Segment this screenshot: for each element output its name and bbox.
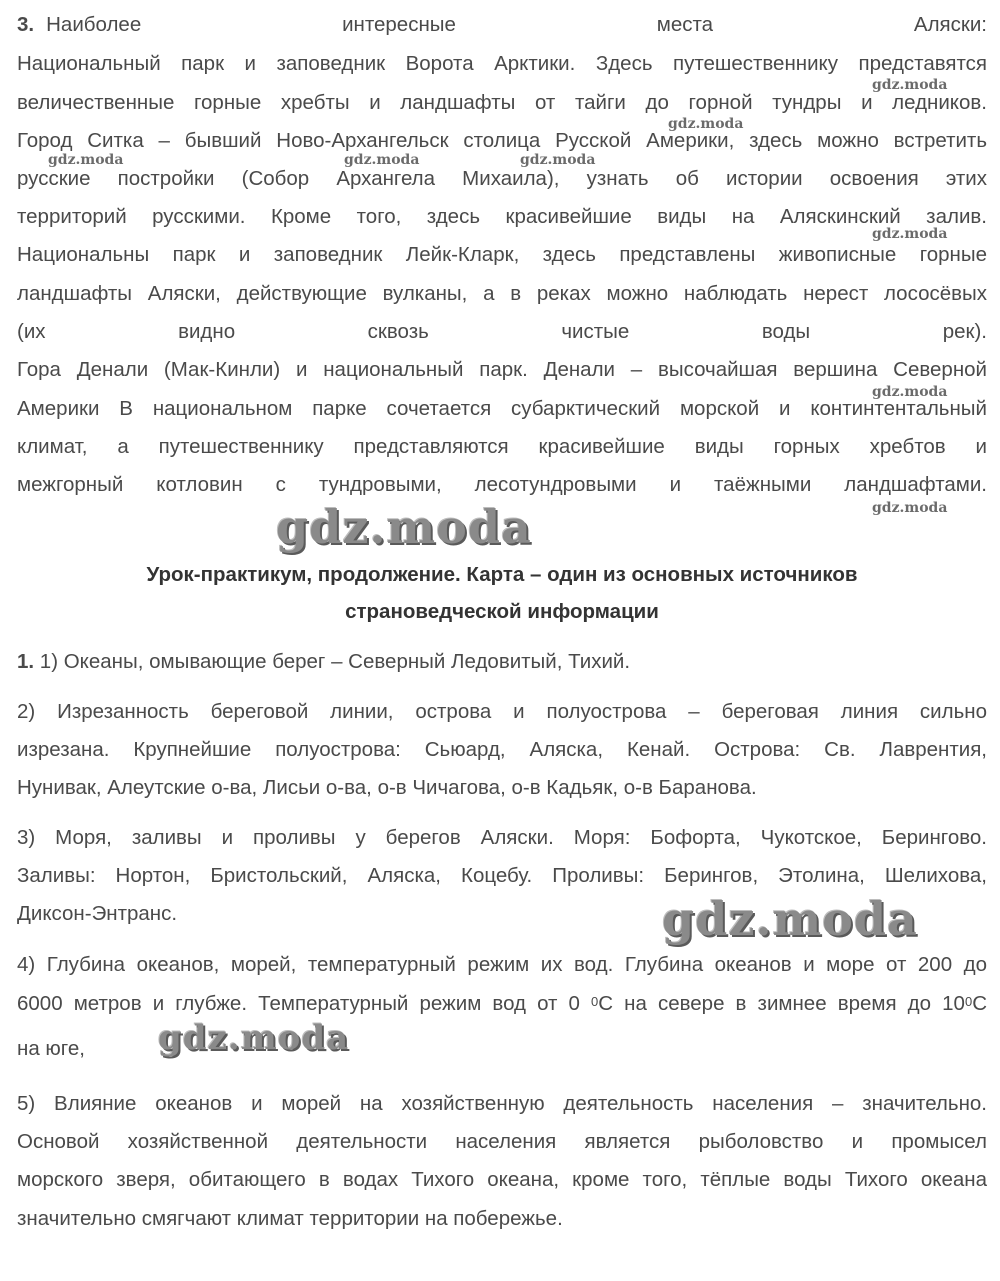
section3-line-4: Город Ситка – бывший Ново-Архангельск столица Русской Америки, здесь можно встретить bbox=[17, 129, 987, 152]
watermark-large: gdz.moda bbox=[662, 892, 918, 946]
item4-line-2-c: С bbox=[972, 992, 987, 1015]
section3-line-13: межгорный котловин с тундровыми, лесотундровыми и таёжными ландшафтами. bbox=[17, 473, 987, 496]
section3-line-9: (их видно сквозь чистые воды рек). bbox=[17, 320, 987, 343]
item3-line-1: 3) Моря, заливы и проливы у берегов Аляски. Моря: Бофорта, Чукотское, Берингово. bbox=[17, 826, 987, 849]
watermark-small: gdz.moda bbox=[872, 384, 948, 400]
item2-line-1: 2) Изрезанность береговой линии, острова и полуострова – береговая линия сильно bbox=[17, 700, 987, 723]
item4-line-1: 4) Глубина океанов, морей, температурный режим их вод. Глубина океанов и море от 200 до bbox=[17, 953, 987, 976]
section3-line-11: Америки В национальном парке сочетается субарктический морской и континтентальный bbox=[17, 397, 987, 420]
watermark-small: gdz.moda bbox=[872, 77, 948, 93]
section3-line-8: ландшафты Аляски, действующие вулканы, а в реках можно наблюдать нерест лососёвых bbox=[17, 282, 987, 305]
item4-line-2-b: С на севере в зимнее время до 10 bbox=[598, 992, 965, 1015]
item3-line-2: Заливы: Нортон, Бристольский, Аляска, Коцебу. Проливы: Берингов, Этолина, Шелихова, bbox=[17, 864, 987, 887]
section3-line-6: территорий русскими. Кроме того, здесь красивейшие виды на Аляскинский залив. bbox=[17, 205, 987, 228]
watermark-large: gdz.moda bbox=[158, 1018, 350, 1058]
watermark-large: gdz.moda bbox=[276, 500, 532, 554]
item5-line-3: морского зверя, обитающего в водах Тихого океана, кроме того, тёплые воды Тихого океана bbox=[17, 1168, 987, 1191]
item4-line-2-a: 6000 метров и глубже. Температурный режим вод от 0 bbox=[17, 992, 591, 1015]
item5-line-4: значительно смягчают климат территории на побережье. bbox=[17, 1207, 563, 1230]
section3-number: 3. bbox=[17, 13, 35, 36]
item5-line-1: 5) Влияние океанов и морей на хозяйственную деятельность населения – значительно. bbox=[17, 1092, 987, 1115]
watermark-small: gdz.moda bbox=[48, 152, 124, 168]
degree-sup-2: 0 bbox=[964, 994, 973, 1009]
section3-line-2: Национальный парк и заповедник Ворота Арктики. Здесь путешественнику представятся bbox=[17, 52, 987, 75]
section3-line-10: Гора Денали (Мак-Кинли) и национальный парк. Денали – высочайшая вершина Северной bbox=[17, 358, 987, 381]
item4-line-2 bbox=[17, 991, 987, 1017]
section3-line-5: русские постройки (Собор Архангела Михаила), узнать об истории освоения этих bbox=[17, 167, 987, 190]
item2-line-2: изрезана. Крупнейшие полуострова: Сьюард, Аляска, Кенай. Острова: Св. Лаврентия, bbox=[17, 738, 987, 761]
item2-line-3: Нунивак, Алеутские о-ва, Лисьи о-ва, о-в Чичагова, о-в Кадьяк, о-в Баранова. bbox=[17, 776, 757, 799]
item1-text: 1) Океаны, омывающие берег – Северный Ледовитый, Тихий. bbox=[34, 650, 631, 673]
degree-sup-1: 0 bbox=[591, 994, 599, 1009]
watermark-small: gdz.moda bbox=[872, 226, 948, 242]
watermark-small: gdz.moda bbox=[872, 500, 948, 516]
watermark-small: gdz.moda bbox=[344, 152, 420, 168]
item1-line bbox=[17, 649, 987, 675]
section3-line-1 bbox=[17, 12, 987, 38]
section3-line-1-text: Наиболее интересные места Аляски: bbox=[46, 13, 987, 36]
section3-line-12: климат, а путешественнику представляются красивейшие виды горных хребтов и bbox=[17, 435, 987, 458]
item5-line-2: Основой хозяйственной деятельности населения является рыболовство и промысел bbox=[17, 1130, 987, 1153]
section3-line-3: величественные горные хребты и ландшафты от тайги до горной тундры и ледников. bbox=[17, 91, 987, 114]
watermark-small: gdz.moda bbox=[520, 152, 596, 168]
lesson-title-line-1: Урок-практикум, продолжение. Карта – один из основных источников bbox=[146, 563, 858, 586]
lesson-title-line-2: страноведческой информации bbox=[345, 600, 659, 623]
item3-line-3: Диксон-Энтранс. bbox=[17, 902, 178, 925]
item4-line-3: на юге, bbox=[17, 1037, 85, 1060]
item1-number: 1. bbox=[17, 650, 35, 673]
watermark-small: gdz.moda bbox=[668, 116, 744, 132]
section3-line-7: Национальны парк и заповедник Лейк-Кларк, здесь представлены живописные горные bbox=[17, 243, 987, 266]
